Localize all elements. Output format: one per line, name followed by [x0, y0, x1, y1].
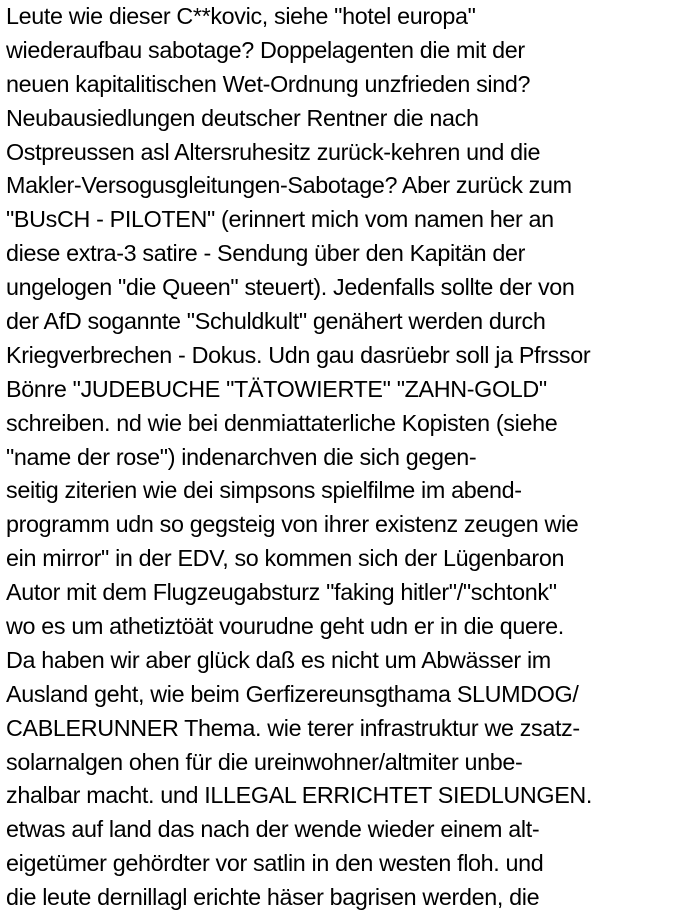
- text-line: ein mirror" in der EDV, so kommen sich der Lügenbaron: [6, 545, 565, 572]
- text-line: Ausland geht, wie beim Gerfizereunsgthama SLUMDOG/: [6, 680, 579, 707]
- text-line: wo es um athetiztöät vourudne geht udn er in die quere.: [6, 613, 564, 640]
- text-line: Kriegverbrechen - Dokus. Udn gau dasrüebr soll ja Pfrssor: [6, 341, 591, 368]
- text-line: die leute dernillagl erichte häser bagrisen werden, die: [6, 884, 540, 911]
- text-body: [6, 0, 684, 915]
- text-line: Neubausiedlungen deutscher Rentner die nach: [6, 104, 479, 131]
- text-line: CABLERUNNER Thema. wie terer infrastruktur we zsatz-: [6, 714, 580, 741]
- text-line: diese extra-3 satire - Sendung über den Kapitän der: [6, 240, 526, 267]
- text-line: seitig ziterien wie dei simpsons spielfilme im abend-: [6, 477, 522, 504]
- text-line: Bönre "JUDEBUCHE "TÄTOWIERTE" "ZAHN-GOLD": [6, 375, 547, 402]
- text-line: eigetümer gehördter vor satlin in den westen floh. und: [6, 850, 544, 877]
- text-line: Makler-Versogusgleitungen-Sabotage? Aber zurück zum: [6, 172, 572, 199]
- text-line: der AfD sogannte "Schuldkult" genähert werden durch: [6, 308, 546, 335]
- text-line: ungelogen "die Queen" steuert). Jedenfalls sollte der von: [6, 274, 575, 301]
- text-line: etwas auf land das nach der wende wieder einem alt-: [6, 816, 540, 843]
- text-line: Ostpreussen asl Altersruhesitz zurück-kehren und die: [6, 138, 541, 165]
- text-line: zhalbar macht. und ILLEGAL ERRICHTET SIEDLUNGEN.: [6, 782, 593, 809]
- text-line: programm udn so gegsteig von ihrer existenz zeugen wie: [6, 511, 579, 538]
- text-line: solarnalgen ohen für die ureinwohner/altmiter unbe-: [6, 748, 523, 775]
- text-line: Autor mit dem Flugzeugabsturz "faking hitler"/"schtonk": [6, 579, 557, 606]
- text-line: "name der rose") indenarchven die sich gegen-: [6, 443, 477, 470]
- text-line: schreiben. nd wie bei denmiattaterliche Kopisten (siehe: [6, 409, 558, 436]
- text-line: neuen kapitalitischen Wet-Ordnung unzfrieden sind?: [6, 70, 531, 97]
- text-line: Leute wie dieser C**kovic, siehe "hotel europa": [6, 3, 476, 29]
- text-line: wiederaufbau sabotage? Doppelagenten die mit der: [6, 36, 525, 63]
- text-line: "BUsCH - PILOTEN" (erinnert mich vom namen her an: [6, 206, 554, 233]
- text-line: Da haben wir aber glück daß es nicht um Abwässer im: [6, 646, 551, 673]
